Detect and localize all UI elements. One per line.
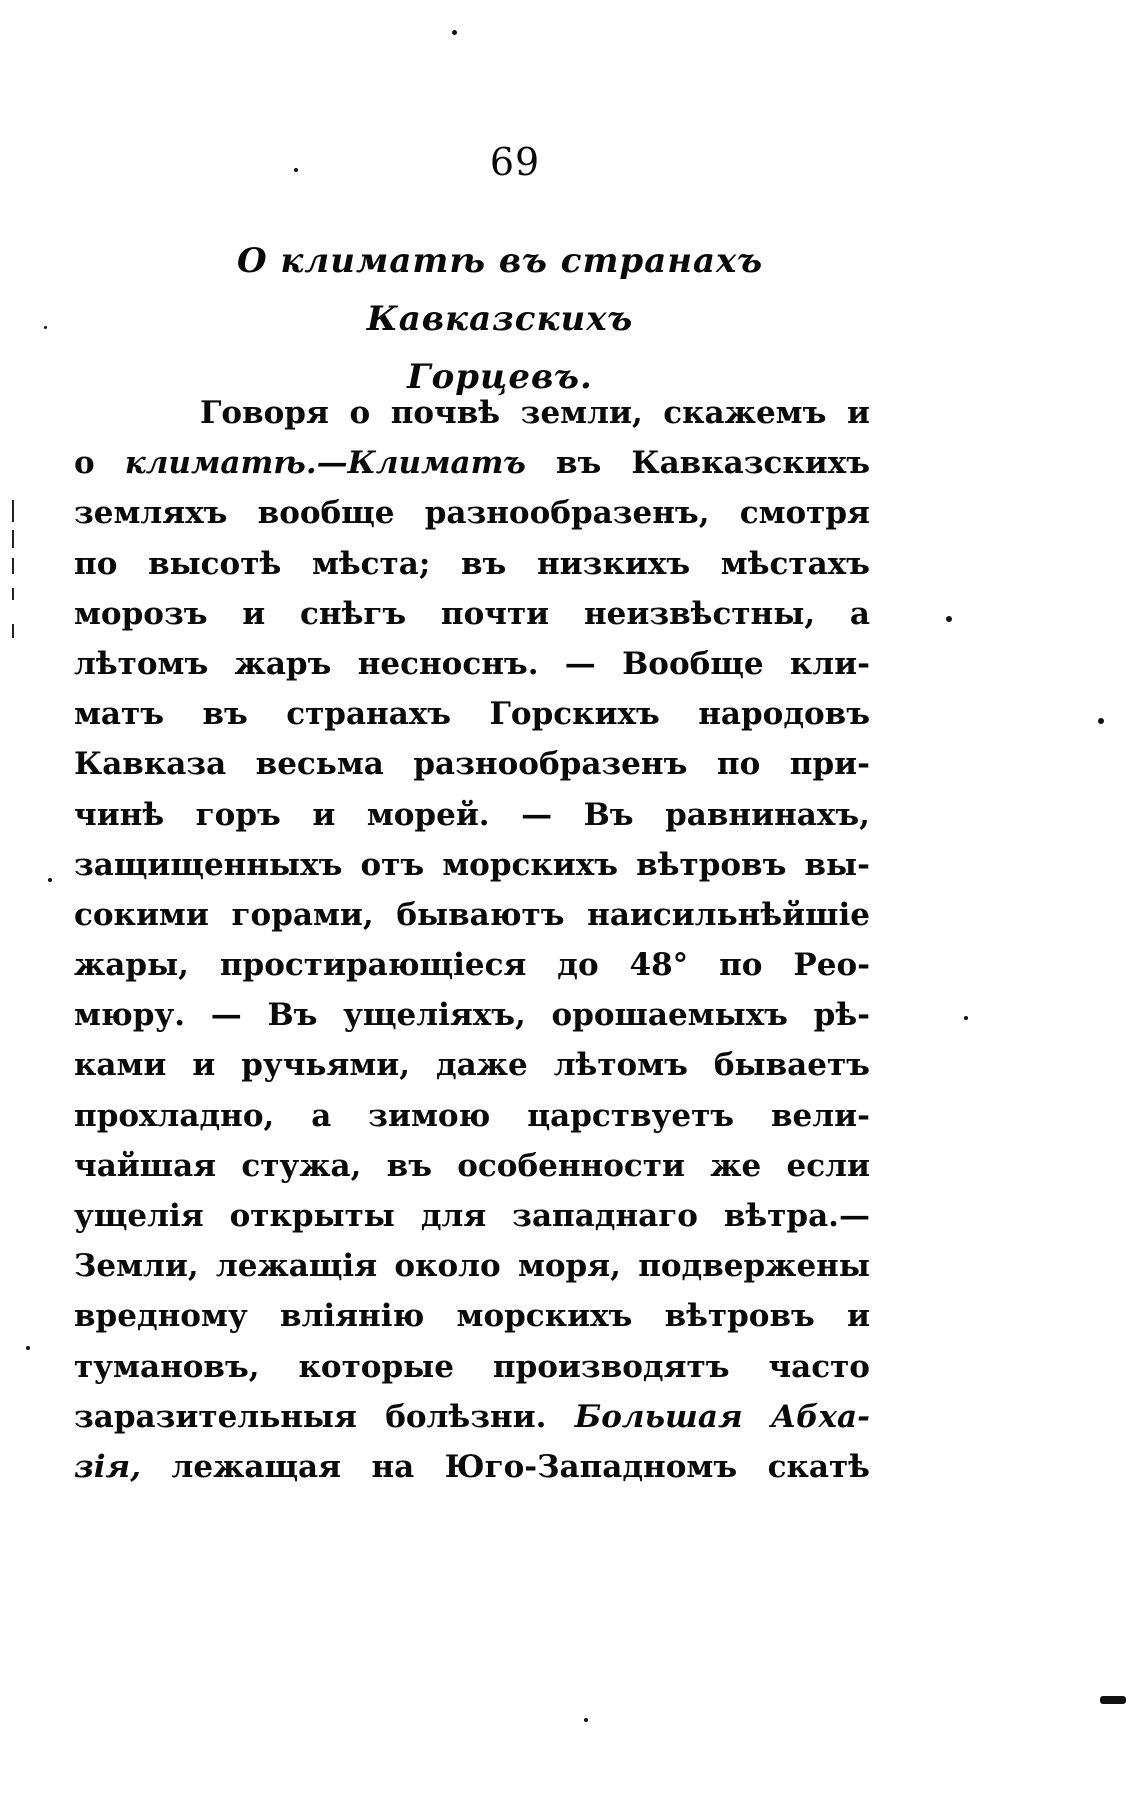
word: ками	[74, 1047, 167, 1084]
word: мѣстахъ	[720, 545, 870, 582]
word: моря,	[517, 1248, 621, 1285]
word: —	[521, 796, 553, 833]
word: прохладно,	[74, 1097, 275, 1134]
word: лѣтомъ	[74, 645, 209, 682]
word: до	[557, 947, 599, 984]
word: жары,	[74, 947, 189, 984]
text-line	[74, 1141, 870, 1191]
word: горами,	[231, 896, 374, 933]
word: —	[210, 997, 242, 1034]
word: чайшая	[74, 1147, 217, 1184]
text-line	[74, 940, 870, 990]
word: на	[371, 1448, 415, 1485]
word: Абха-	[770, 1398, 870, 1435]
word: и	[847, 1298, 870, 1335]
word: часто	[768, 1348, 870, 1385]
word: климатѣ.—Климатъ	[124, 445, 526, 482]
word: вообще	[257, 495, 395, 532]
word: Въ	[583, 796, 634, 833]
word: зія,	[74, 1448, 142, 1485]
word: производятъ	[492, 1348, 730, 1385]
word: снѣгъ	[300, 595, 407, 632]
page-number: 69	[489, 140, 541, 184]
word: матъ	[74, 696, 165, 733]
word: же	[710, 1147, 762, 1184]
word: земли,	[520, 395, 643, 431]
word: морозъ	[74, 595, 208, 632]
word: земляхъ	[74, 495, 228, 532]
word: Земли,	[74, 1248, 199, 1285]
word: въ	[460, 545, 507, 582]
text-line	[74, 1191, 870, 1241]
word: морскихъ	[442, 846, 619, 883]
word: орошаемыхъ	[551, 997, 788, 1034]
word: и	[846, 395, 870, 431]
word: ущелія	[74, 1198, 204, 1234]
word: —	[564, 645, 596, 682]
text-line	[74, 689, 870, 739]
word: наисильнѣйшіе	[587, 896, 870, 933]
word: и	[192, 1047, 216, 1084]
word: лѣтомъ	[553, 1047, 688, 1084]
word: Кавказскихъ	[631, 445, 870, 482]
word: жаръ	[234, 645, 332, 682]
text-line	[74, 1040, 870, 1090]
word: Говоря	[200, 395, 329, 431]
word: почти	[440, 595, 550, 632]
word: низкихъ	[536, 545, 691, 582]
word: разнообразенъ,	[424, 495, 710, 532]
scan-speck	[26, 1346, 30, 1350]
word: въ	[386, 1147, 432, 1184]
text-line	[74, 1241, 870, 1291]
word: заразительныя	[74, 1398, 357, 1435]
scan-corner-mark	[1100, 1696, 1126, 1704]
text-line	[74, 739, 870, 789]
word: тумановъ,	[74, 1348, 260, 1385]
word: 48°	[629, 947, 689, 984]
word: рѣ-	[813, 997, 870, 1034]
word: Въ	[267, 997, 318, 1034]
word: Большая	[574, 1398, 743, 1435]
word: Горскихъ	[489, 696, 660, 733]
word: открыты	[229, 1198, 395, 1234]
heading-line-1: О климатѣ въ странахъ Кавказскихъ	[236, 241, 764, 339]
text-line	[74, 438, 870, 488]
word: бываютъ	[396, 896, 565, 933]
text-line	[74, 1442, 870, 1492]
word: горъ	[195, 796, 281, 833]
word: Кавказа	[74, 746, 227, 783]
word: неизвѣстны,	[583, 595, 816, 632]
word: вы-	[804, 846, 870, 883]
word: мѣста;	[311, 545, 431, 582]
word: ущеліяхъ,	[343, 997, 526, 1034]
word: морей.	[366, 796, 490, 833]
margin-scan-marks	[8, 500, 22, 640]
text-line	[74, 488, 870, 538]
word: лежащая	[171, 1448, 342, 1485]
word: при-	[789, 746, 870, 783]
word: болѣзни.	[385, 1398, 547, 1435]
word: для	[420, 1198, 487, 1234]
word: ручьями,	[241, 1047, 411, 1084]
word: если	[786, 1147, 870, 1184]
word: около	[394, 1248, 501, 1285]
word: подвержены	[638, 1248, 870, 1285]
word: въ	[556, 445, 602, 482]
word: въ	[202, 696, 248, 733]
word: зимою	[368, 1097, 491, 1134]
scan-speck	[294, 168, 298, 172]
text-line	[74, 1091, 870, 1141]
body-text	[74, 388, 870, 1492]
text-line	[74, 539, 870, 589]
word: царствуетъ	[527, 1097, 735, 1134]
word: Юго-Западномъ	[444, 1448, 738, 1485]
text-line	[74, 1342, 870, 1392]
text-line	[74, 589, 870, 639]
word: по	[716, 746, 761, 783]
word: кли-	[789, 645, 870, 682]
word: смотря	[739, 495, 870, 532]
word: простирающіеся	[219, 947, 527, 984]
scan-speck	[964, 1016, 968, 1020]
word: сокими	[74, 896, 209, 933]
word: которые	[298, 1348, 454, 1385]
word: по	[74, 545, 118, 582]
word: мюру.	[74, 997, 186, 1034]
word: и	[312, 796, 336, 833]
heading-line-2: Горцевъ.	[407, 357, 593, 397]
scan-speck	[946, 616, 952, 622]
text-line	[74, 790, 870, 840]
word: вели-	[770, 1097, 870, 1134]
word: отъ	[360, 846, 425, 883]
scan-speck	[1098, 718, 1104, 724]
word: вредному	[74, 1298, 248, 1335]
scan-speck	[48, 878, 52, 882]
word: почвѣ	[390, 395, 501, 431]
scan-speck	[584, 1718, 588, 1722]
word: особенности	[457, 1147, 685, 1184]
text-line	[74, 840, 870, 890]
word: разнообразенъ	[413, 746, 688, 783]
word: народовъ	[698, 696, 870, 733]
text-line	[74, 388, 870, 438]
word: Вообще	[622, 645, 764, 682]
section-heading	[110, 232, 890, 406]
scan-speck	[452, 30, 457, 35]
word: вѣтровъ	[664, 1298, 815, 1335]
text-line	[74, 1392, 870, 1442]
word: о	[74, 445, 95, 482]
word: а	[849, 595, 870, 632]
word: скатѣ	[767, 1448, 870, 1485]
word: морскихъ	[456, 1298, 633, 1335]
word: даже	[436, 1047, 528, 1084]
word: странахъ	[286, 696, 452, 733]
word: чинѣ	[74, 796, 165, 833]
word: скажемъ	[663, 395, 827, 431]
text-line	[74, 1291, 870, 1341]
scan-speck	[44, 326, 47, 329]
word: западнаго	[512, 1198, 698, 1234]
text-line	[74, 890, 870, 940]
word: Рео-	[793, 947, 870, 984]
word: вѣтровъ	[636, 846, 787, 883]
word: и	[242, 595, 266, 632]
word: стужа,	[241, 1147, 362, 1184]
word: защищенныхъ	[74, 846, 343, 883]
word: лежащія	[215, 1248, 378, 1285]
text-line	[74, 990, 870, 1040]
text-line	[74, 639, 870, 689]
word: весьма	[255, 746, 384, 783]
word: по	[719, 947, 763, 984]
word: о	[349, 395, 371, 431]
word: вліянію	[279, 1298, 425, 1335]
word: бываетъ	[713, 1047, 870, 1084]
word: высотѣ	[148, 545, 282, 582]
word: вѣтра.—	[723, 1198, 870, 1234]
word: несноснъ.	[357, 645, 539, 682]
word: равнинахъ,	[665, 796, 870, 833]
word: а	[311, 1097, 332, 1134]
